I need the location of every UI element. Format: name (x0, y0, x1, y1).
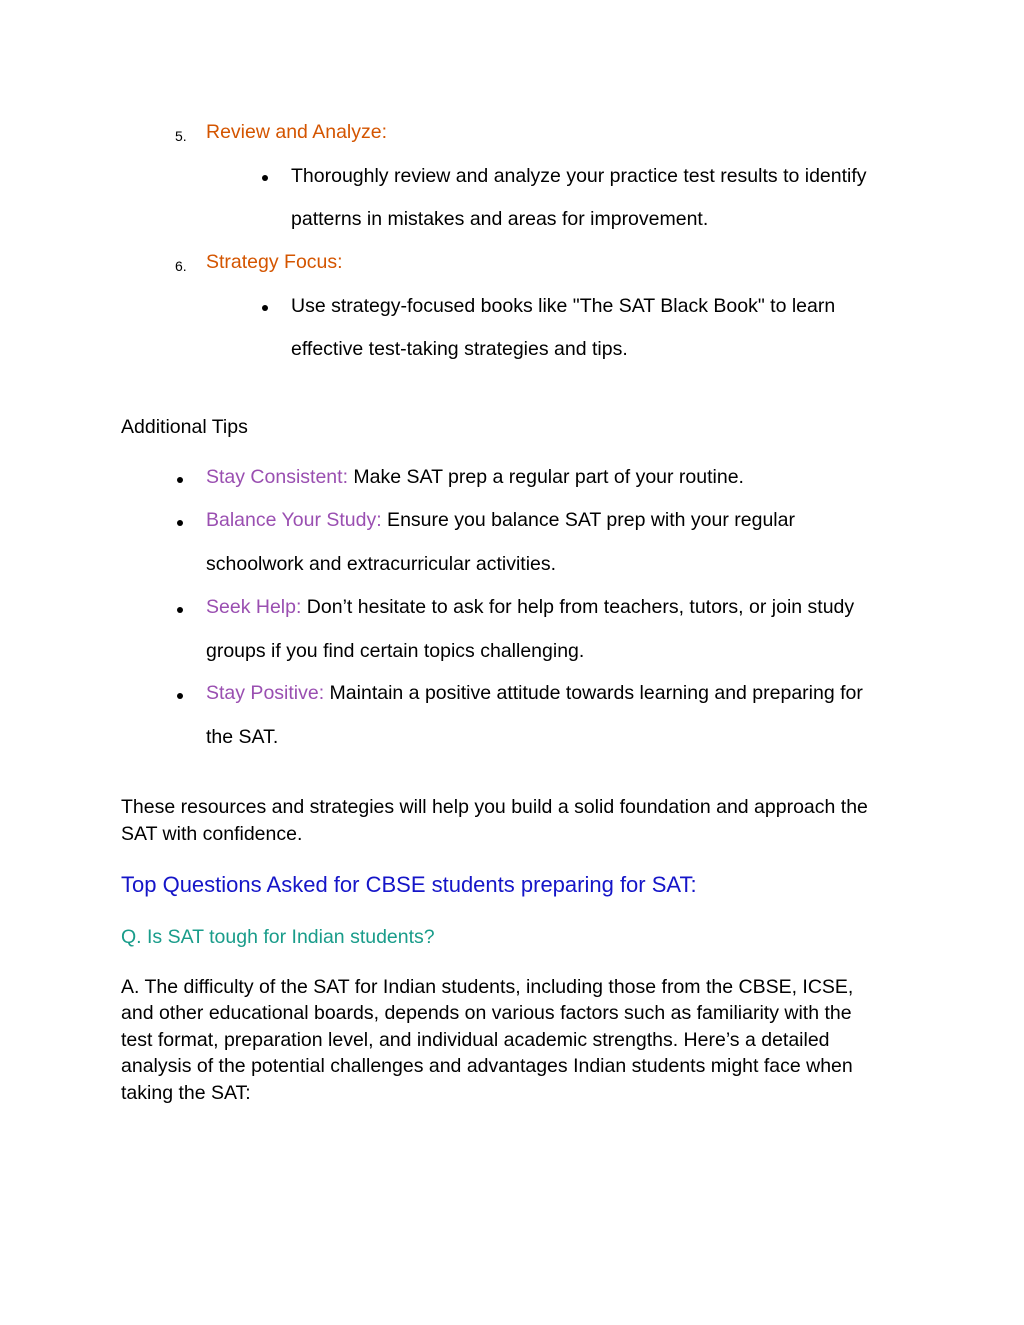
bullet-icon (262, 305, 268, 311)
tip-text: Don’t hesitate to ask for help from teachers, tutors, or join study (301, 596, 855, 618)
step-title: Strategy Focus: (206, 251, 343, 273)
tip-label: Stay Consistent: (206, 466, 348, 488)
tip-text: Maintain a positive attitude towards learning and preparing for (324, 682, 863, 704)
tip-text-line: the SAT. (206, 726, 279, 748)
tip-text-line: groups if you find certain topics challenging. (206, 640, 585, 662)
step-title: Review and Analyze: (206, 121, 388, 143)
answer-line: A. The difficulty of the SAT for Indian students, including those from the CBSE, ICSE, (121, 976, 854, 998)
step-text-line: Thoroughly review and analyze your practice test results to identify (291, 165, 867, 187)
tip-item (206, 466, 744, 488)
tip-text: Make SAT prep a regular part of your routine. (347, 466, 744, 488)
faq-question: Q. Is SAT tough for Indian students? (121, 926, 435, 948)
bullet-icon (177, 607, 183, 613)
tip-item (206, 596, 854, 618)
tip-label: Balance Your Study: (206, 509, 382, 531)
step-number: 5. (175, 128, 187, 144)
tip-item (206, 682, 863, 704)
tip-item (206, 509, 795, 531)
tip-text: Ensure you balance SAT prep with your regular (381, 509, 795, 531)
faq-heading: Top Questions Asked for CBSE students preparing for SAT: (121, 872, 697, 897)
answer-line: analysis of the potential challenges and advantages Indian students might face when (121, 1055, 853, 1077)
tip-label: Seek Help: (206, 596, 302, 618)
paragraph-line: These resources and strategies will help you build a solid foundation and approach the (121, 796, 868, 818)
answer-line: and other educational boards, depends on various factors such as familiarity with the (121, 1002, 852, 1024)
step-number: 6. (175, 258, 187, 274)
paragraph-line: SAT with confidence. (121, 823, 303, 845)
step-text-line: Use strategy-focused books like "The SAT Black Book" to learn (291, 295, 836, 317)
section-heading: Additional Tips (121, 416, 248, 438)
bullet-icon (177, 520, 183, 526)
bullet-icon (177, 477, 183, 483)
tip-label: Stay Positive: (206, 682, 325, 704)
tip-text-line: schoolwork and extracurricular activities. (206, 553, 557, 575)
bullet-icon (177, 693, 183, 699)
step-text-line: patterns in mistakes and areas for improvement. (291, 208, 709, 230)
step-text-line: effective test-taking strategies and tips. (291, 338, 628, 360)
bullet-icon (262, 175, 268, 181)
answer-line: taking the SAT: (121, 1082, 251, 1104)
answer-line: test format, preparation level, and individual academic strengths. Here’s a detailed (121, 1029, 830, 1051)
